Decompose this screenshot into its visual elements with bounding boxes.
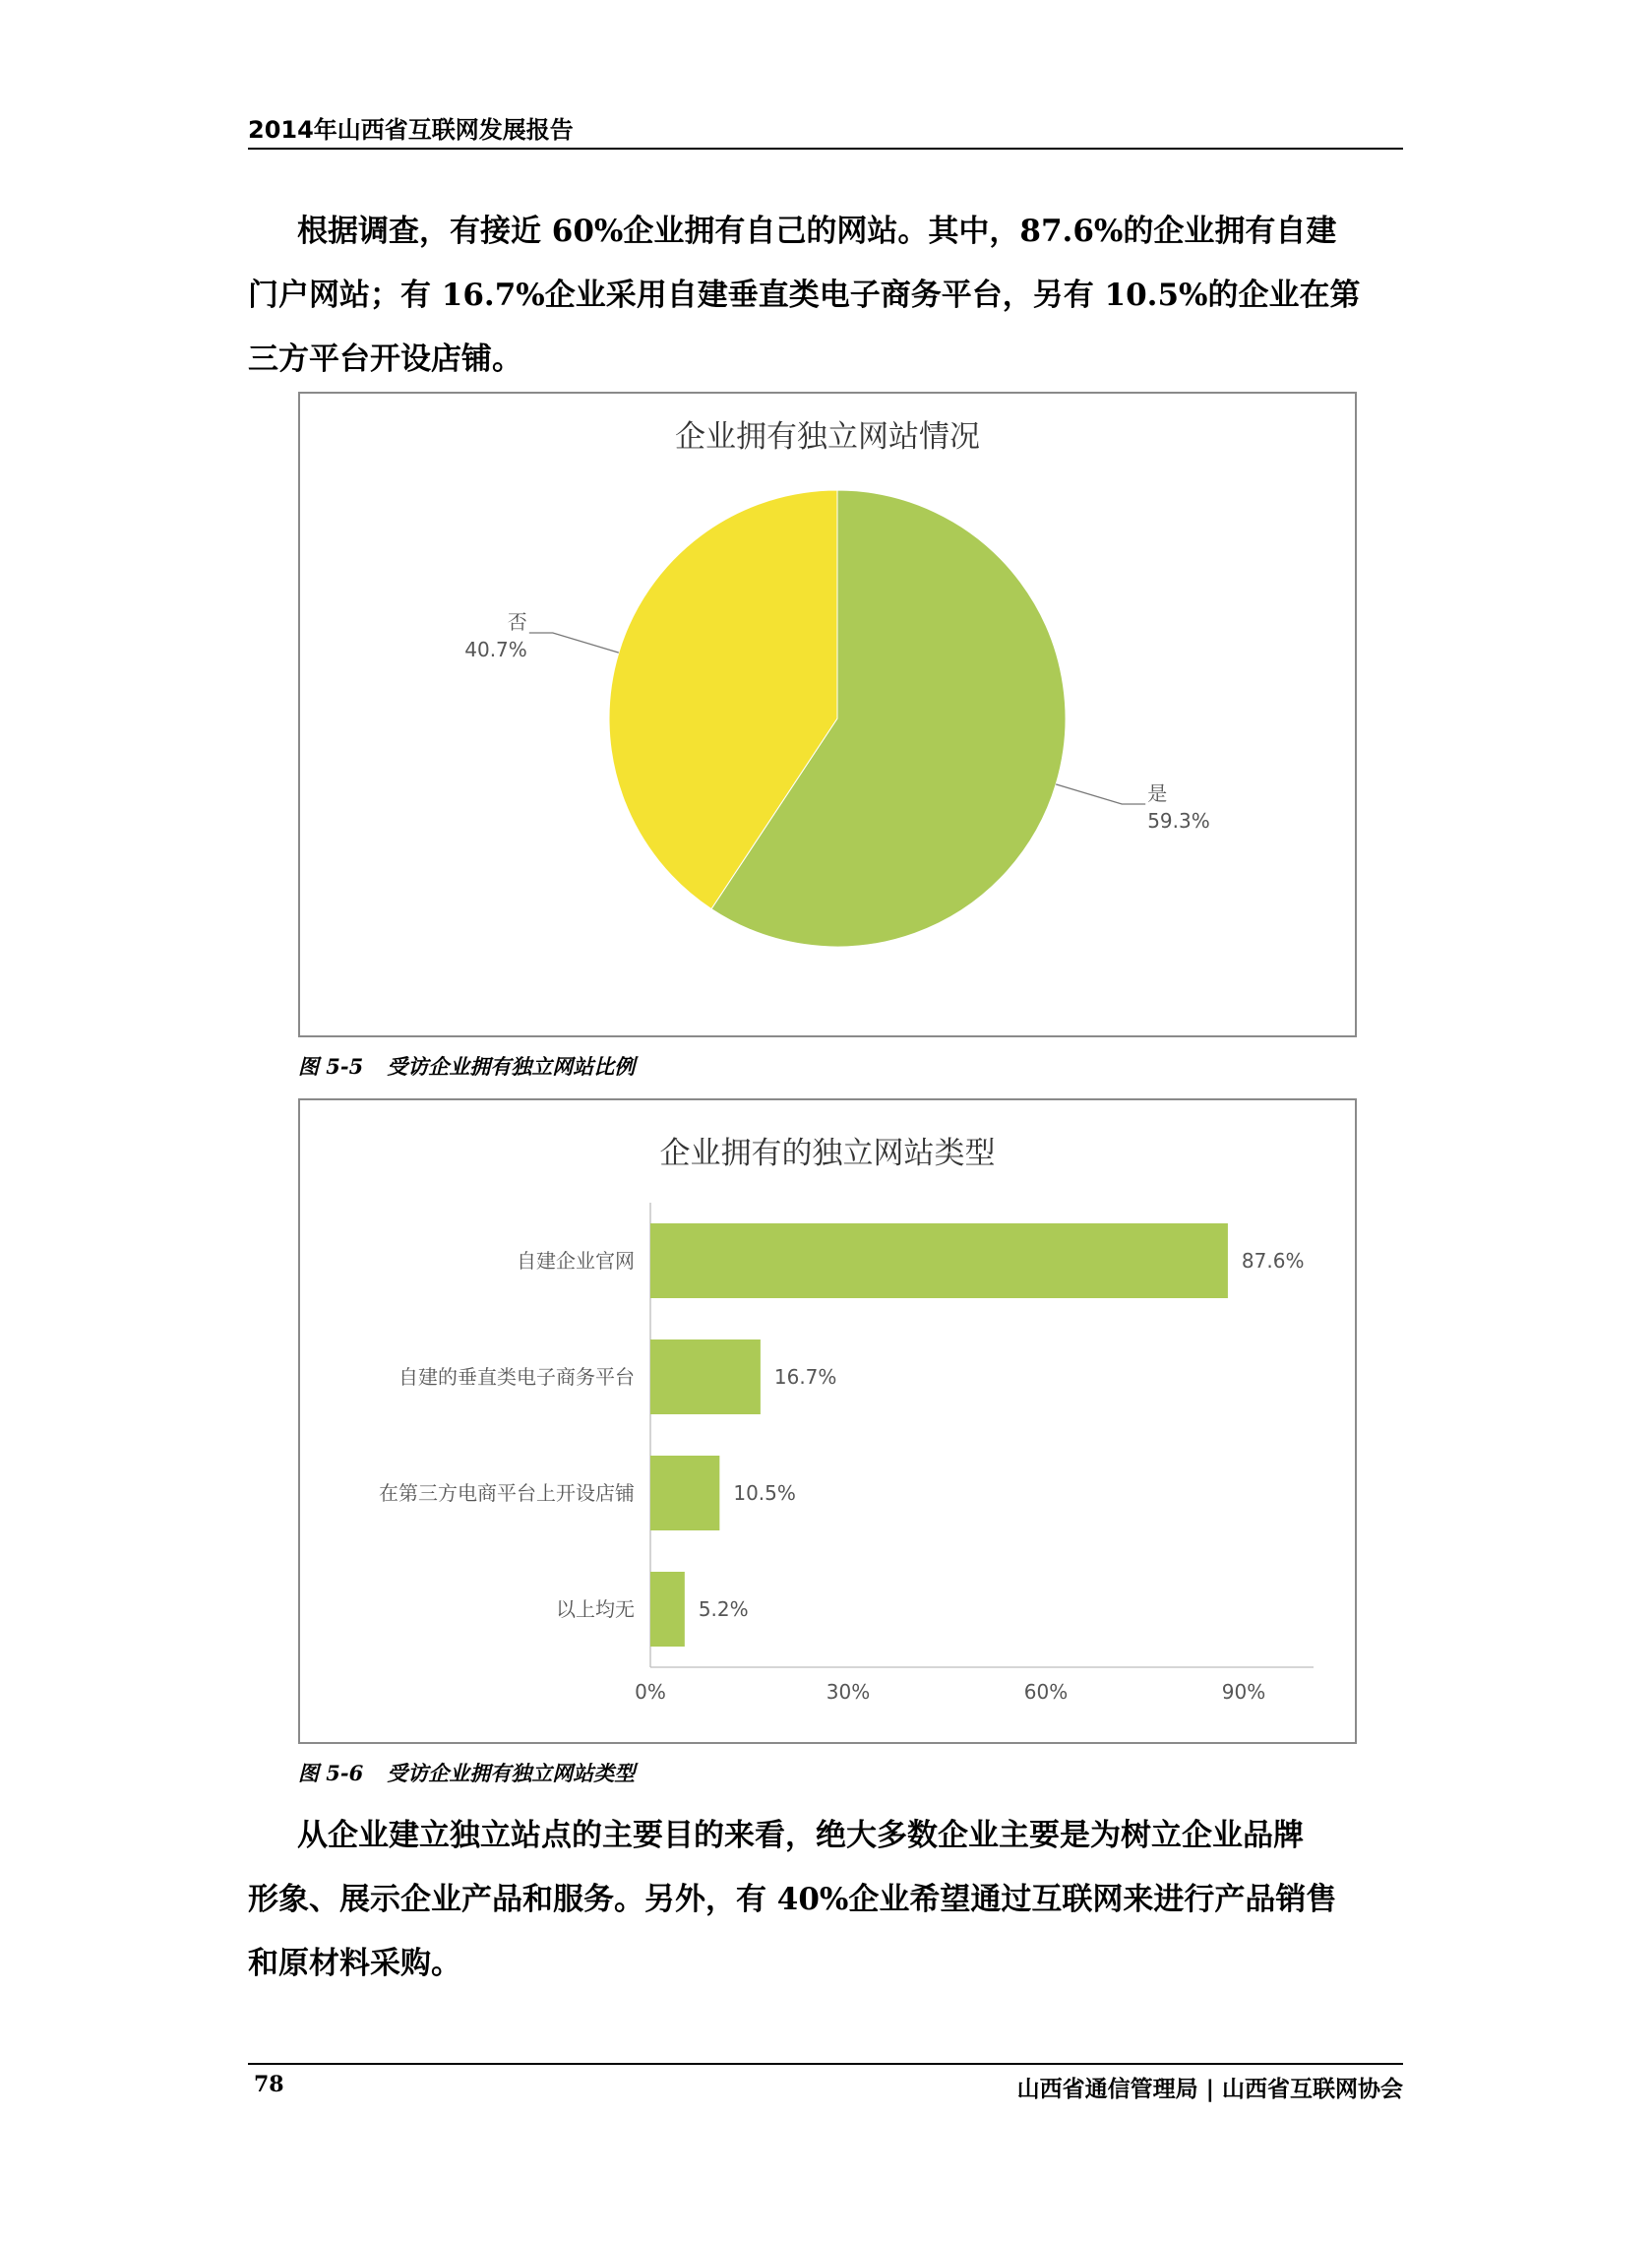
- caption-number: 图 5-6: [298, 1761, 364, 1785]
- bar-chart: [300, 1100, 1355, 1742]
- pie-slice-label: 是: [1147, 780, 1168, 805]
- bar-category-label: 在第三方电商平台上开设店铺: [379, 1481, 635, 1505]
- conclusion-line: 和原材料采购。: [248, 1946, 461, 1981]
- footer-organizations: 山西省通信管理局 | 山西省互联网协会: [1016, 2077, 1403, 2102]
- figure-caption-5-6: [298, 1758, 635, 1787]
- caption-text: 受访企业拥有独立网站类型: [387, 1761, 636, 1785]
- bar: [650, 1456, 719, 1530]
- bar-x-tick-label: 30%: [826, 1680, 871, 1704]
- pie-leader-line: [529, 633, 619, 653]
- conclusion-paragraph: [248, 1804, 1405, 1996]
- bar-category-label: 自建的垂直类电子商务平台: [398, 1365, 635, 1389]
- bar-value-label: 16.7%: [773, 1365, 837, 1389]
- bar-x-tick-label: 90%: [1221, 1680, 1266, 1704]
- pie-slice-label: 否: [507, 610, 527, 635]
- report-title: 2014年山西省互联网发展报告: [248, 116, 574, 144]
- bar-value-label: 5.2%: [698, 1597, 749, 1621]
- figure-caption-5-5: [298, 1051, 635, 1081]
- conclusion-line: 从企业建立独立站点的主要目的来看，绝大多数企业主要是为树立企业品牌: [297, 1818, 1304, 1853]
- bar-x-tick-label: 0%: [635, 1680, 666, 1704]
- bar-value-label: 87.6%: [1241, 1249, 1305, 1273]
- page-number: 78: [254, 2072, 284, 2097]
- bar-category-label: 以上均无: [556, 1597, 635, 1621]
- intro-line: 门户网站；有 16.7%企业采用自建垂直类电子商务平台，另有 10.5%的企业在第: [248, 278, 1361, 313]
- pie-leader-line: [1056, 784, 1145, 804]
- intro-line: 根据调查，有接近 60%企业拥有自己的网站。其中，87.6%的企业拥有自建: [297, 214, 1337, 249]
- header-rule: [248, 148, 1403, 150]
- pie-slice-value: 59.3%: [1147, 808, 1210, 833]
- pie-slice-value: 40.7%: [464, 638, 527, 662]
- bar-value-label: 10.5%: [733, 1481, 796, 1505]
- bar: [650, 1572, 685, 1647]
- caption-text: 受访企业拥有独立网站比例: [387, 1054, 636, 1079]
- footer-rule: [248, 2063, 1403, 2065]
- bar-category-label: 自建企业官网: [517, 1249, 635, 1273]
- pie-chart-title: 企业拥有独立网站情况: [675, 419, 980, 455]
- bar-chart-title: 企业拥有的独立网站类型: [659, 1136, 996, 1171]
- pie-chart: [300, 394, 1355, 1035]
- bar-chart-frame: [298, 1098, 1357, 1744]
- caption-number: 图 5-5: [298, 1054, 364, 1079]
- bar: [650, 1339, 761, 1414]
- intro-line: 三方平台开设店铺。: [248, 342, 522, 377]
- bar-x-tick-label: 60%: [1023, 1680, 1069, 1704]
- intro-paragraph: [248, 200, 1405, 392]
- pie-chart-frame: [298, 392, 1357, 1037]
- bar: [650, 1223, 1228, 1298]
- conclusion-line: 形象、展示企业产品和服务。另外，有 40%企业希望通过互联网来进行产品销售: [248, 1882, 1337, 1917]
